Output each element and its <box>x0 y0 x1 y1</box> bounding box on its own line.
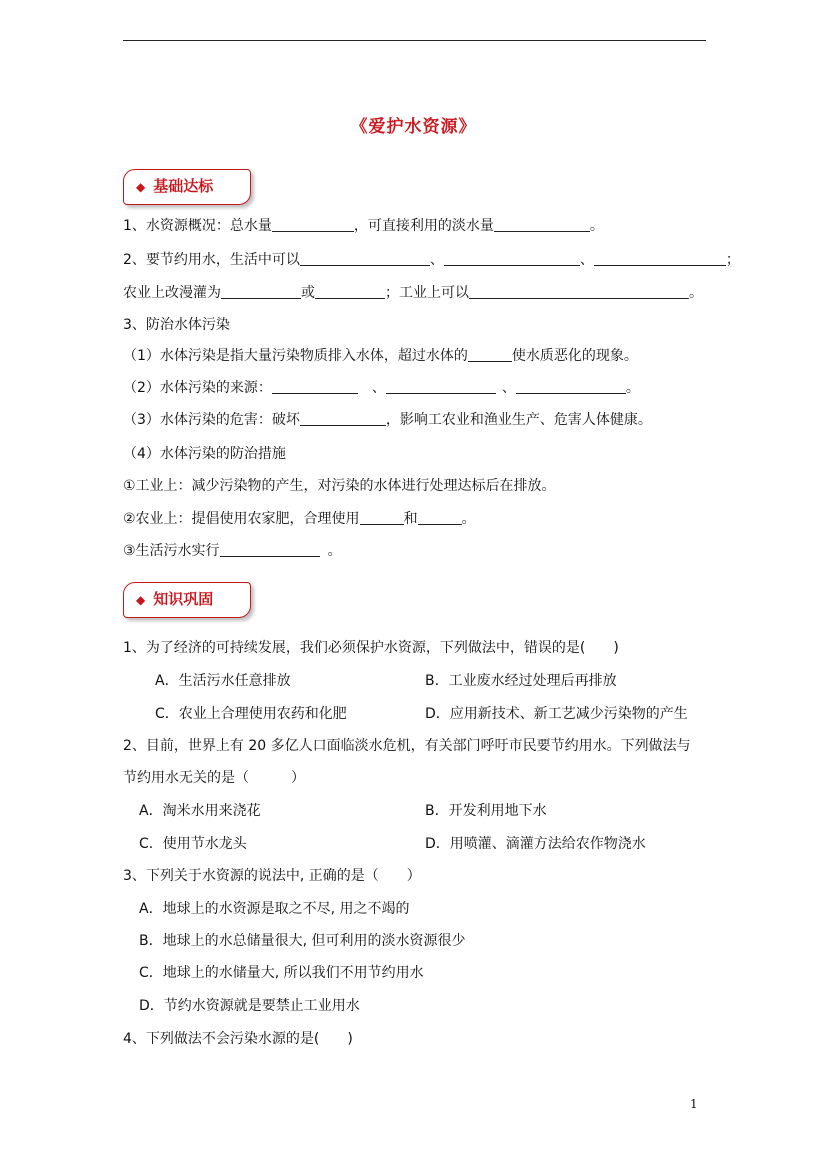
fill-blank[interactable] <box>272 378 358 394</box>
separator: ； <box>725 252 740 268</box>
separator: 、 <box>579 252 594 268</box>
fill-blank[interactable] <box>300 250 430 266</box>
basic-q2-text-a: 2、要节约用水，生活中可以 <box>123 252 300 268</box>
fill-blank[interactable] <box>444 250 580 266</box>
separator: 、 <box>371 380 386 396</box>
consolidate-q3-stem: 3、下列关于水资源的说法中, 正确的是（ ） <box>123 868 421 884</box>
basic-q2-line1 <box>123 250 740 270</box>
consolidate-q2-stem-line2: 节约用水无关的是（ ） <box>123 770 305 786</box>
basic-q3-m1: ①工业上：减少污染物的产生，对污染的水体进行处理达标后在排放。 <box>123 478 556 494</box>
consolidate-q1-option-b[interactable]: B．工业废水经过处理后再排放 <box>425 673 617 689</box>
basic-q3-s4: （4）水体污染的防治措施 <box>123 446 286 462</box>
fill-blank[interactable] <box>315 283 385 299</box>
basic-q2-text-e: 。 <box>689 285 703 301</box>
document-title: 《爱护水资源》 <box>350 117 477 137</box>
fill-blank[interactable] <box>220 541 320 557</box>
basic-q2-text-b: 农业上改漫灌为 <box>123 285 221 301</box>
header-rule <box>123 40 706 41</box>
basic-q3-s1-text-a: （1）水体污染是指大量污染物质排入水体，超过水体的 <box>123 348 468 364</box>
basic-q3-s3 <box>123 410 652 430</box>
section-tag-basic <box>123 169 251 205</box>
basic-q3-m3-text-b: 。 <box>327 543 342 559</box>
page-number: 1 <box>690 1097 698 1111</box>
consolidate-q3-option-a[interactable]: A．地球上的水资源是取之不尽, 用之不竭的 <box>139 901 410 917</box>
separator: 、 <box>501 380 516 396</box>
basic-q3-heading: 3、防治水体污染 <box>123 317 230 333</box>
diamond-icon: ◆ <box>136 180 146 194</box>
basic-q3-s1-text-b: 使水质恶化的现象。 <box>511 348 638 364</box>
consolidate-q2-option-c[interactable]: C．使用节水龙头 <box>139 836 247 852</box>
basic-q2-line2 <box>123 283 703 303</box>
basic-q3-s3-text-b: ，影响工农业和渔业生产、危害人体健康。 <box>385 412 652 428</box>
basic-q3-m2-text-a: ②农业上：提倡使用农家肥，合理使用 <box>123 511 360 527</box>
basic-q1-text-b: ，可直接利用的淡水量 <box>353 218 494 234</box>
consolidate-q2-option-b[interactable]: B．开发利用地下水 <box>425 803 547 819</box>
fill-blank[interactable] <box>300 410 386 426</box>
fill-blank[interactable] <box>594 250 726 266</box>
basic-q1-text-c: 。 <box>589 218 604 234</box>
basic-q3-s2 <box>123 378 640 398</box>
consolidate-q1-option-c[interactable]: C．农业上合理使用农药和化肥 <box>155 706 347 722</box>
separator: 。 <box>625 380 640 396</box>
basic-q3-m2 <box>123 509 476 529</box>
basic-q3-s3-text-a: （3）水体污染的危害：破坏 <box>123 412 300 428</box>
diamond-icon: ◆ <box>136 593 146 607</box>
basic-q2-text-c: 或 <box>301 285 315 301</box>
consolidate-q1-option-a[interactable]: A．生活污水任意排放 <box>155 673 291 689</box>
section-tag-consolidate <box>123 582 251 618</box>
consolidate-q1-stem: 1、为了经济的可持续发展，我们必须保护水资源，下列做法中，错误的是( ) <box>123 640 619 656</box>
fill-blank[interactable] <box>468 346 512 362</box>
consolidate-q2-stem-line1: 2、目前，世界上有 20 多亿人口面临淡水危机，有关部门呼吁市民要节约用水。下列做法与 <box>123 738 691 754</box>
fill-blank[interactable] <box>469 283 689 299</box>
section-label-basic: 基础达标 <box>153 177 214 195</box>
fill-blank[interactable] <box>221 283 301 299</box>
basic-q3-m2-text-b: 和 <box>403 511 418 527</box>
consolidate-q1-option-d[interactable]: D．应用新技术、新工艺减少污染物的产生 <box>425 706 688 722</box>
basic-q1-text-a: 1、水资源概况：总水量 <box>123 218 272 234</box>
separator: 、 <box>429 252 444 268</box>
consolidate-q3-option-c[interactable]: C．地球上的水储量大, 所以我们不用节约用水 <box>139 965 424 981</box>
fill-blank[interactable] <box>386 378 496 394</box>
basic-q2-text-d: ；工业上可以 <box>385 285 469 301</box>
basic-q3-m3 <box>123 541 342 561</box>
consolidate-q3-option-d[interactable]: D．节约水资源就是要禁止工业用水 <box>139 998 360 1014</box>
consolidate-q2-option-d[interactable]: D．用喷灌、滴灌方法给农作物浇水 <box>425 836 646 852</box>
consolidate-q4-stem: 4、下列做法不会污染水源的是( ) <box>123 1031 353 1047</box>
section-label-consolidate: 知识巩固 <box>153 590 214 608</box>
basic-q1 <box>123 216 604 236</box>
basic-q3-s1 <box>123 346 638 366</box>
fill-blank[interactable] <box>418 509 462 525</box>
basic-q3-s2-text-a: （2）水体污染的来源： <box>123 380 272 396</box>
basic-q3-m2-text-c: 。 <box>461 511 476 527</box>
fill-blank[interactable] <box>272 216 354 232</box>
fill-blank[interactable] <box>360 509 404 525</box>
fill-blank[interactable] <box>494 216 590 232</box>
basic-q3-m3-text-a: ③生活污水实行 <box>123 543 220 559</box>
fill-blank[interactable] <box>516 378 626 394</box>
consolidate-q3-option-b[interactable]: B．地球上的水总储量很大, 但可利用的淡水资源很少 <box>139 933 466 949</box>
consolidate-q2-option-a[interactable]: A．淘米水用来浇花 <box>139 803 261 819</box>
